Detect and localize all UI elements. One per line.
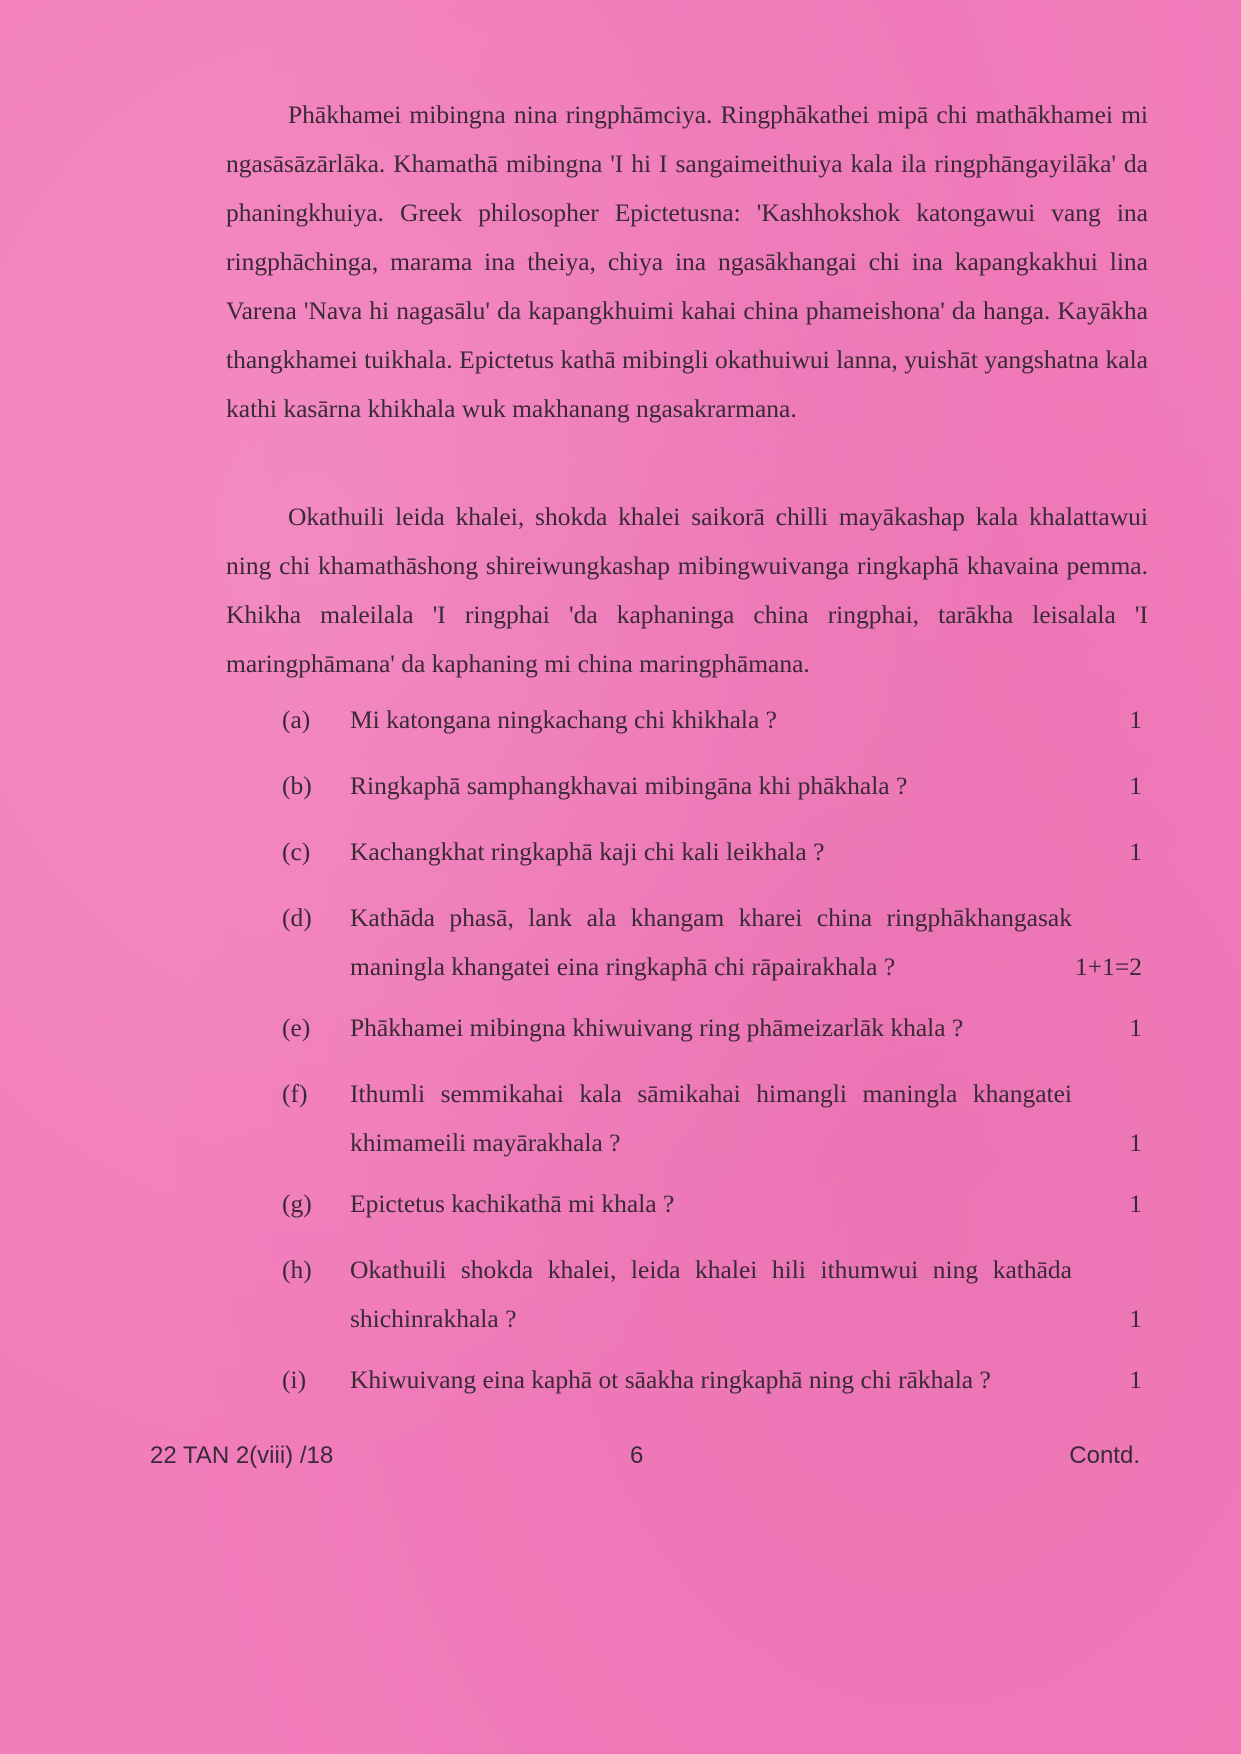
question-text: Epictetus kachikathā mi khala ? (350, 1189, 675, 1218)
question-marks: 1 (1129, 1128, 1142, 1157)
question-marks: 1 (1129, 1304, 1142, 1333)
question-item (282, 893, 1142, 991)
question-label: (b) (282, 771, 312, 800)
continued-label: Contd. (1069, 1442, 1140, 1469)
question-text: Ithumli semmikahai kala sāmikahai himangli maningla khangatei khimameili mayārakhala ? (350, 1079, 1072, 1157)
question-label: (c) (282, 837, 311, 866)
question-item (282, 1355, 1142, 1404)
question-text: Mi katongana ningkachang chi khikhala ? (350, 705, 777, 734)
question-label: (d) (282, 903, 312, 932)
question-label: (g) (282, 1189, 312, 1218)
page-number: 6 (630, 1442, 644, 1469)
question-item (282, 1069, 1142, 1167)
question-item (282, 761, 1142, 810)
question-marks: 1 (1129, 771, 1142, 800)
question-label: (a) (282, 705, 311, 734)
question-text: Kathāda phasā, lank ala khangam kharei china ringphākhangasak maningla khangatei eina ringkaphā chi rāpairakhala ? (350, 903, 1072, 981)
question-marks: 1+1=2 (1074, 952, 1142, 981)
question-label: (h) (282, 1255, 312, 1284)
passage-paragraph-1: Phākhamei mibingna nina ringphāmciya. Ringphākathei mipā chi mathākhamei mi ngasāsāzārlāka. Khamathā mibingna 'I hi I sangaimeithuiya kala ila ringphāngayilāka' da phaningkhuiya. Greek philosopher Epictetusna: 'Kashhokshok katongawui vang ina ringphāchinga, marama ina theiya, chiya ina ngasākhangai chi ina kapangkakhui lina Varena 'Nava hi nagasālu' da kapangkhuimi kahai china phameishona' da hanga. Kayākha thangkhamei tuikhala. Epictetus kathā mibingli okathuiwui lanna, yuishāt yangshatna kala kathi kasārna khikhala wuk makhanang ngasakrarmana. (226, 100, 1148, 423)
question-item (282, 1179, 1142, 1228)
question-text: Phākhamei mibingna khiwuivang ring phāmeizarlāk khala ? (350, 1013, 964, 1042)
question-text: Kachangkhat ringkaphā kaji chi kali leikhala ? (350, 837, 825, 866)
question-item (282, 1245, 1142, 1343)
question-item (282, 1003, 1142, 1052)
paper-code: 22 TAN 2(viii) /18 (150, 1442, 334, 1469)
question-text: Ringkaphā samphangkhavai mibingāna khi phākhala ? (350, 771, 908, 800)
question-item (282, 695, 1142, 744)
passage-paragraph-2: Okathuili leida khalei, shokda khalei saikorā chilli mayākashap kala khalattawui ning chi khamathāshong shireiwungkashap mibingwuivanga ringkaphā khavaina pemma. Khikha maleilala 'I ringphai 'da kaphaninga china ringphai, tarākha leisalala 'I maringphāmana' da kaphaning mi china maringphāmana. (226, 502, 1148, 678)
question-marks: 1 (1129, 1013, 1142, 1042)
question-label: (f) (282, 1079, 308, 1108)
question-text: Khiwuivang eina kaphā ot sāakha ringkaphā ning chi rākhala ? (350, 1365, 991, 1394)
question-text: Okathuili shokda khalei, leida khalei hili ithumwui ning kathāda shichinrakhala ? (350, 1255, 1072, 1333)
question-marks: 1 (1129, 1189, 1142, 1218)
question-marks: 1 (1129, 705, 1142, 734)
question-label: (i) (282, 1365, 307, 1394)
question-list (282, 695, 1142, 1421)
question-label: (e) (282, 1013, 311, 1042)
question-item (282, 827, 1142, 876)
question-marks: 1 (1129, 837, 1142, 866)
question-marks: 1 (1129, 1365, 1142, 1394)
